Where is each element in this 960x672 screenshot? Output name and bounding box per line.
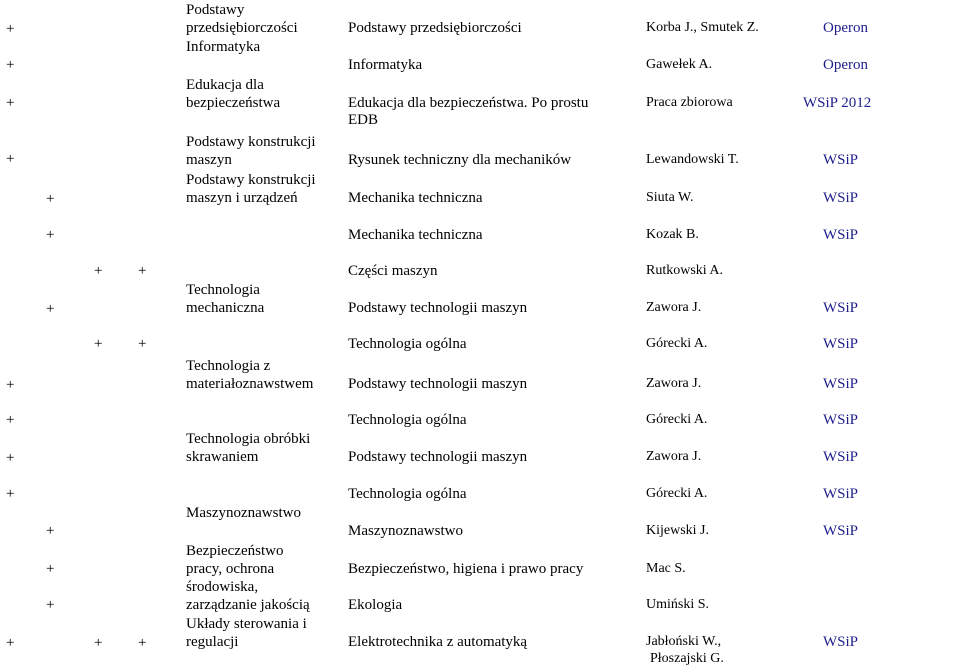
publisher: WSiP <box>823 634 859 650</box>
subject-cell: maszyn i urządzeń <box>186 190 298 206</box>
plus-mark: + <box>46 561 55 577</box>
author: Kijewski J. <box>646 523 709 538</box>
author: Górecki A. <box>646 336 708 351</box>
book-title: Podstawy technologii maszyn <box>348 300 528 316</box>
author: Górecki A. <box>646 412 708 427</box>
subject-cell: bezpieczeństwa <box>186 95 281 111</box>
author: Korba J., Smutek Z. <box>646 20 759 35</box>
book-title: Informatyka <box>348 57 423 73</box>
publisher: Operon <box>823 20 868 36</box>
subject-cell: Edukacja dla <box>186 77 264 93</box>
book-title: Maszynoznawstwo <box>348 523 463 539</box>
book-title: Bezpieczeństwo, higiena i prawo pracy <box>348 561 584 577</box>
author: Płoszajski G. <box>650 651 724 666</box>
subject-cell: Układy sterowania i <box>186 616 307 632</box>
author: Kozak B. <box>646 227 699 242</box>
author: Zawora J. <box>646 300 702 315</box>
plus-mark: + <box>6 635 15 651</box>
plus-mark: + <box>6 151 15 167</box>
plus-mark: + <box>6 21 15 37</box>
publisher: WSiP <box>823 412 859 428</box>
subject-cell: Technologia <box>186 282 260 298</box>
book-title: Podstawy technologii maszyn <box>348 376 528 392</box>
plus-mark: + <box>6 377 15 393</box>
author: Praca zbiorowa <box>646 95 733 110</box>
book-title: Ekologia <box>348 597 403 613</box>
plus-mark: + <box>46 227 55 243</box>
author: Górecki A. <box>646 486 708 501</box>
subject-cell: Informatyka <box>186 39 261 55</box>
publisher: Operon <box>823 57 868 73</box>
book-title: Rysunek techniczny dla mechaników <box>348 152 572 168</box>
subject-cell: pracy, ochrona <box>186 561 275 577</box>
subject-cell: przedsiębiorczości <box>186 20 298 36</box>
subject-cell: skrawaniem <box>186 449 259 465</box>
subject-cell: Technologia obróbki <box>186 431 311 447</box>
publisher: WSiP <box>823 449 859 465</box>
author: Lewandowski T. <box>646 152 739 167</box>
publisher: WSiP <box>823 300 859 316</box>
author: Rutkowski A. <box>646 263 724 278</box>
plus-mark: + <box>6 95 15 111</box>
publisher: WSiP 2012 <box>803 95 872 111</box>
publisher: WSiP <box>823 190 859 206</box>
subject-cell: Podstawy konstrukcji <box>186 134 316 150</box>
author: Jabłoński W., <box>646 634 722 649</box>
plus-mark: + <box>138 635 147 651</box>
author: Zawora J. <box>646 376 702 391</box>
plus-mark: + <box>46 301 55 317</box>
subject-cell: środowiska, <box>186 579 259 595</box>
subject-cell: Podstawy konstrukcji <box>186 172 316 188</box>
publisher: WSiP <box>823 376 859 392</box>
book-title: Mechanika techniczna <box>348 190 483 206</box>
plus-mark: + <box>94 635 103 651</box>
plus-mark: + <box>138 263 147 279</box>
book-title: Podstawy technologii maszyn <box>348 449 528 465</box>
subject-cell: maszyn <box>186 152 232 168</box>
plus-mark: + <box>46 523 55 539</box>
subject-cell: Maszynoznawstwo <box>186 505 301 521</box>
plus-mark: + <box>94 263 103 279</box>
plus-mark: + <box>46 597 55 613</box>
subject-cell: Podstawy <box>186 2 245 18</box>
book-title: Podstawy przedsiębiorczości <box>348 20 522 36</box>
book-title: Technologia ogólna <box>348 486 467 502</box>
plus-mark: + <box>46 191 55 207</box>
plus-mark: + <box>94 336 103 352</box>
book-title: Mechanika techniczna <box>348 227 483 243</box>
subject-cell: regulacji <box>186 634 239 650</box>
book-title: Technologia ogólna <box>348 412 467 428</box>
plus-mark: + <box>138 336 147 352</box>
author: Umiński S. <box>646 597 710 612</box>
subject-cell: materiałoznawstwem <box>186 376 314 392</box>
subject-cell: Bezpieczeństwo <box>186 543 284 559</box>
book-title: EDB <box>348 112 378 128</box>
subject-cell: zarządzanie jakością <box>186 597 310 613</box>
book-title: Technologia ogólna <box>348 336 467 352</box>
subject-cell: mechaniczna <box>186 300 265 316</box>
book-title: Edukacja dla bezpieczeństwa. Po prostu <box>348 95 589 111</box>
publisher: WSiP <box>823 486 859 502</box>
plus-mark: + <box>6 57 15 73</box>
subject-cell: Technologia z <box>186 358 271 374</box>
plus-mark: + <box>6 486 15 502</box>
publisher: WSiP <box>823 523 859 539</box>
book-title: Elektrotechnika z automatyką <box>348 634 528 650</box>
author: Zawora J. <box>646 449 702 464</box>
publisher: WSiP <box>823 336 859 352</box>
publisher: WSiP <box>823 152 859 168</box>
author: Mac S. <box>646 561 686 576</box>
author: Gawełek A. <box>646 57 713 72</box>
author: Siuta W. <box>646 190 694 205</box>
plus-mark: + <box>6 450 15 466</box>
publisher: WSiP <box>823 227 859 243</box>
plus-mark: + <box>6 412 15 428</box>
book-title: Części maszyn <box>348 263 438 279</box>
